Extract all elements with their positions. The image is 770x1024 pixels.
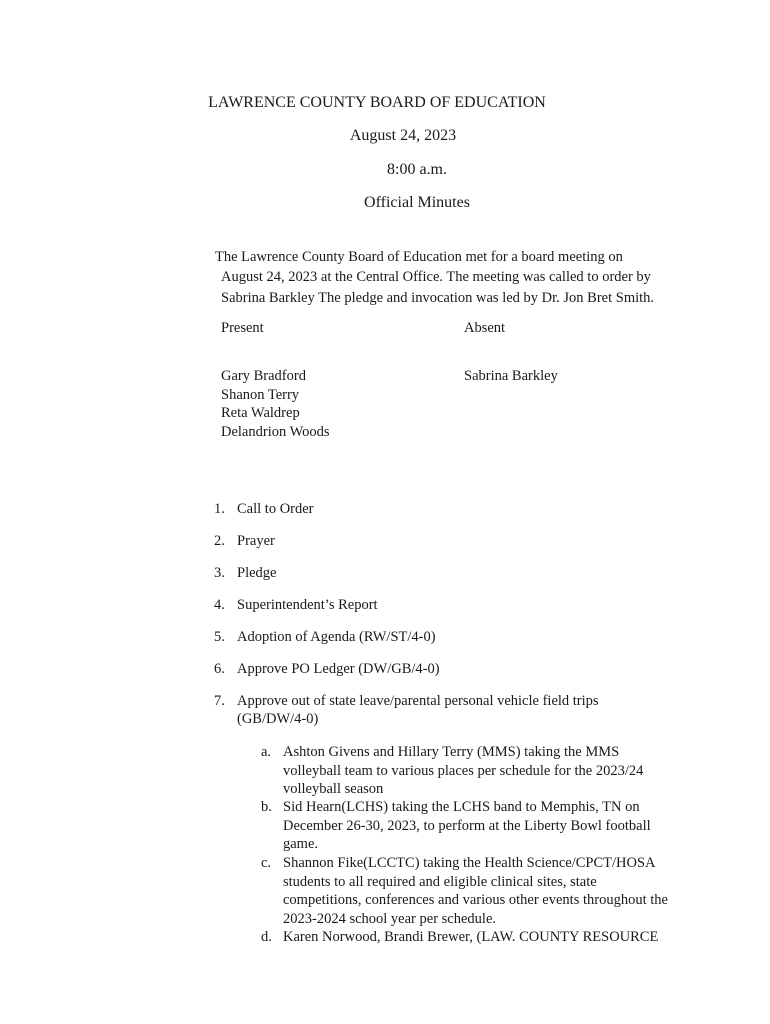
- agenda-number: 7.: [214, 693, 225, 709]
- present-label: Present: [221, 320, 264, 336]
- sub-item-letter: b.: [261, 799, 272, 815]
- sub-item-text: Karen Norwood, Brandi Brewer, (LAW. COUNTY RESOURCE: [283, 929, 659, 945]
- present-member: Delandrion Woods: [221, 423, 330, 440]
- agenda-text: Superintendent’s Report: [237, 597, 378, 613]
- sub-item-letter: c.: [261, 855, 272, 871]
- agenda-text: Approve out of state leave/parental personal vehicle field trips: [237, 693, 599, 709]
- agenda-number: 2.: [214, 533, 225, 549]
- absent-member: Sabrina Barkley: [464, 368, 558, 384]
- agenda-item: [214, 501, 314, 518]
- agenda-text: Prayer: [237, 533, 275, 549]
- agenda-number: 4.: [214, 597, 225, 613]
- sub-item-text: Ashton Givens and Hillary Terry (MMS) taking the MMS volleyball team to various places per schedule for the 2023/24 volleyball season: [283, 744, 644, 798]
- agenda-item: [214, 565, 276, 582]
- agenda-number: 3.: [214, 565, 225, 581]
- agenda-text: Call to Order: [237, 501, 314, 517]
- org-title: LAWRENCE COUNTY BOARD OF EDUCATION: [208, 94, 546, 111]
- intro-line-3: Sabrina Barkley The pledge and invocation was led by Dr. Jon Bret Smith.: [221, 290, 655, 306]
- intro-line-1: The Lawrence County Board of Education met for a board meeting on: [215, 249, 623, 265]
- sub-item-letter: a.: [261, 744, 272, 760]
- agenda-item: [214, 533, 275, 550]
- agenda-text: Adoption of Agenda (RW/ST/4-0): [237, 629, 436, 645]
- present-list: [221, 367, 330, 441]
- meeting-time: 8:00 a.m.: [387, 161, 447, 178]
- absent-list: [464, 367, 558, 386]
- agenda-number: 1.: [214, 501, 225, 517]
- present-member: Gary Bradford: [221, 368, 306, 384]
- sub-item-text: Sid Hearn(LCHS) taking the LCHS band to Memphis, TN on December 26-30, 2023, to perform at the Liberty Bowl football game.: [283, 799, 651, 853]
- present-member: Shanon Terry: [221, 386, 300, 403]
- meeting-date: August 24, 2023: [349, 127, 457, 144]
- agenda-text: Pledge: [237, 565, 277, 581]
- agenda-item: [214, 661, 440, 678]
- agenda-number: 6.: [214, 661, 225, 677]
- sub-item-text: Shannon Fike(LCCTC) taking the Health Science/CPCT/HOSA students to all required and eligible clinical sites, state competitions, conferences and various other events throughout the 2023-2024 school year per schedule.: [283, 855, 668, 927]
- sub-item-letter: d.: [261, 929, 272, 945]
- agenda-number: 5.: [214, 629, 225, 645]
- doc-type-heading: Official Minutes: [364, 194, 470, 211]
- absent-label: Absent: [464, 320, 506, 336]
- intro-line-2: August 24, 2023 at the Central Office. The meeting was called to order by: [221, 269, 651, 285]
- agenda-item: [214, 597, 378, 614]
- agenda-text: Approve PO Ledger (DW/GB/4-0): [237, 661, 440, 677]
- agenda-item-continuation: (GB/DW/4-0): [237, 711, 319, 727]
- present-member: Reta Waldrep: [221, 405, 300, 422]
- agenda-item: [214, 629, 436, 646]
- agenda-item: [214, 693, 599, 710]
